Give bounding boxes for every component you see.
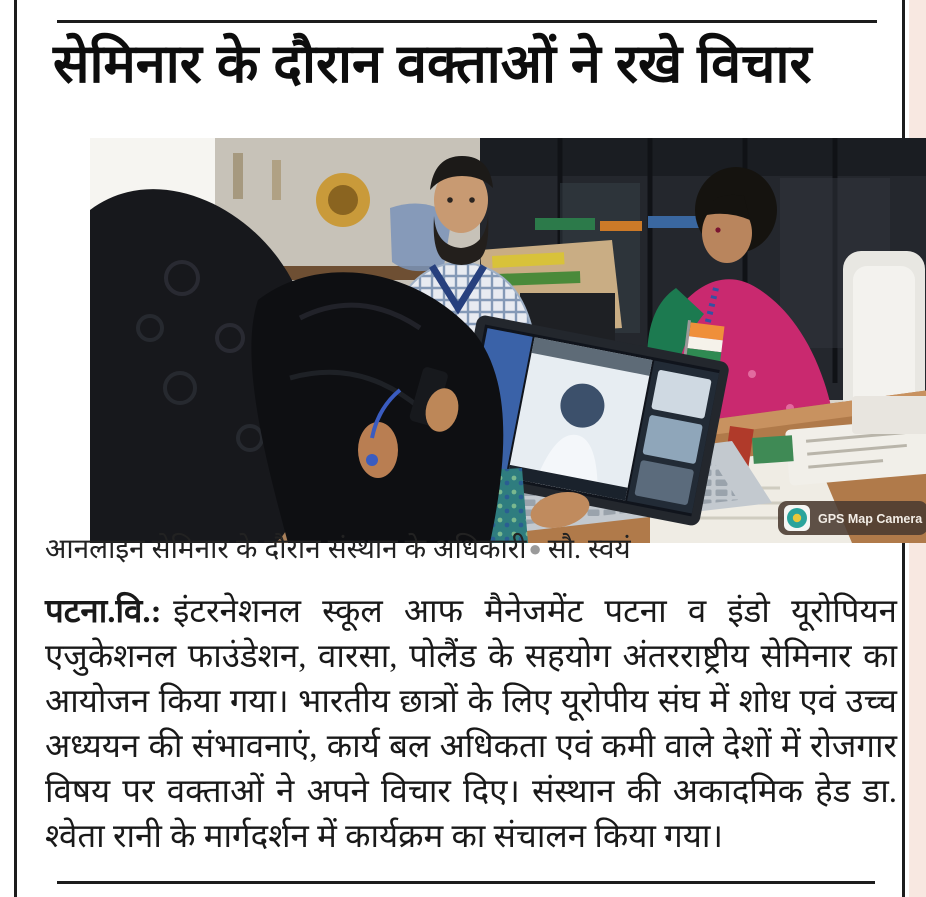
blue-earring [366,454,378,466]
gps-map-camera-icon [784,505,810,531]
caption-credit-dot: ● [528,536,542,561]
bottom-divider-rule [57,881,875,884]
caption-credit: सौ. स्वयं [547,534,631,565]
article-dateline: पटना.वि.: [45,594,162,630]
left-column-rule [14,0,17,897]
gps-watermark-badge [778,501,926,535]
top-divider-rule [57,20,877,23]
article-body [45,590,897,860]
article-body-text: इंटरनेशनल स्कूल आफ मैनेजमेंट पटना व इंडो यूरोपियन एजुकेशनल फाउंडेशन, वारसा, पोलैंड के सहयोग अंतरराष्ट्रीय सेमिनार का आयोजन किया गया। भारतीय छात्रों के लिए यूरोपीय संघ में शोध एवं उच्च अध्ययन की संभावनाएं, कार्य बल अधिकता एवं कमी वाले देशों में रोजगार विषय पर वक्ताओं ने अपने विचार दिए। संस्थान की अकादमिक हेड डा. श्वेता रानी के मार्गदर्शन में कार्यक्रम का संचालन किया गया। [45,594,897,855]
caption-text: आनलाइन सेमिनार के दौरान संस्थान के अधिकारी [45,534,527,565]
photo-caption [45,532,893,568]
watermark-label: GPS Map Camera [818,512,923,526]
office-scene-illustration [90,138,926,543]
article-headline: सेमिनार के दौरान वक्ताओं ने रखे विचार [53,34,812,94]
news-photo [90,138,926,543]
